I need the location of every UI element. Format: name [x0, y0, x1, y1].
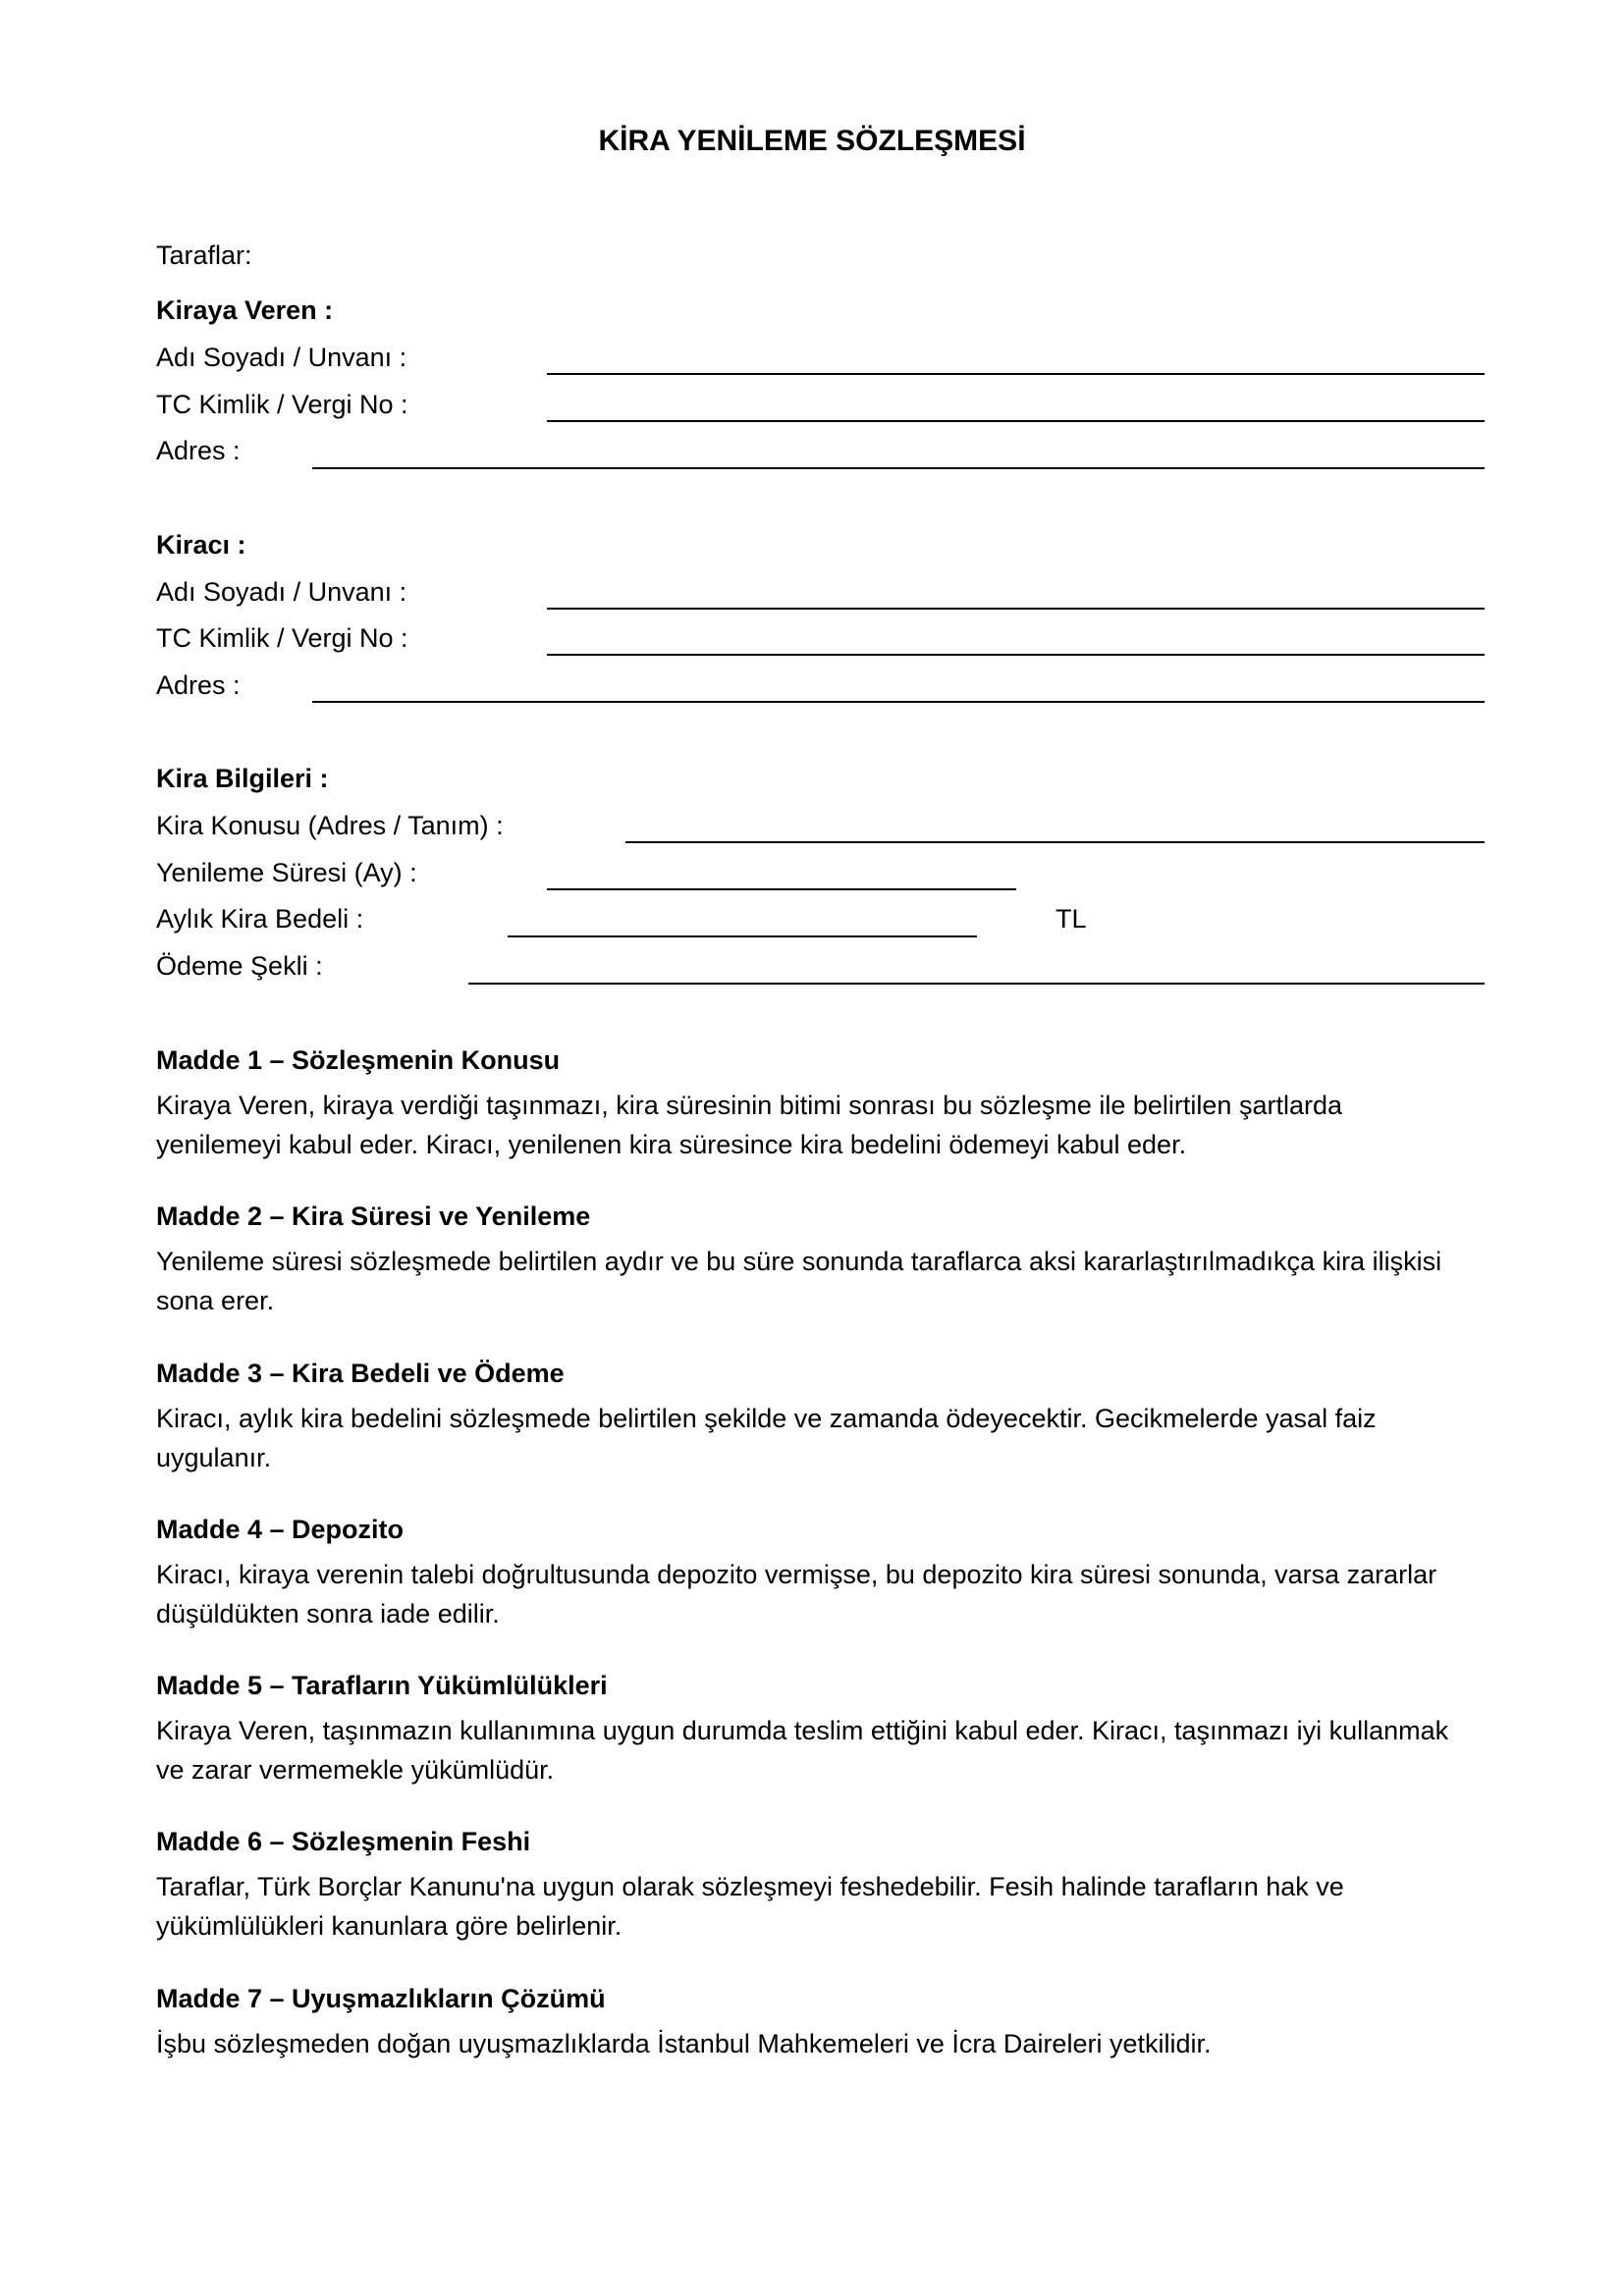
article-3-body: Kiracı, aylık kira bedelini sözleşmede belirtilen şekilde ve zamanda ödeyecektir. Gecikmelerde yasal faiz uygulanır.	[156, 1404, 1377, 1472]
article-5-body: Kiraya Veren, taşınmazın kullanımına uygun durumda teslim ettiğini kabul eder. Kiracı, taşınmazı iyi kullanmak ve zarar vermemekle yükümlüdür.	[156, 1716, 1449, 1785]
monthly-rent-field[interactable]	[508, 935, 977, 937]
landlord-address-label: Adres :	[156, 436, 241, 465]
monthly-rent-label: Aylık Kira Bedeli :	[156, 904, 364, 934]
renewal-duration-label: Yenileme Süresi (Ay) :	[156, 858, 417, 887]
tenant-name-field[interactable]	[547, 608, 1485, 610]
article-6-body: Taraflar, Türk Borçlar Kanunu'na uygun olarak sözleşmeyi feshedebilir. Fesih halinde tarafların hak ve yükümlülükleri kanunlara göre belirlenir.	[156, 1872, 1344, 1941]
tenant-heading: Kiracı :	[156, 530, 246, 560]
tenant-id-label: TC Kimlik / Vergi No :	[156, 623, 408, 653]
payment-method-field[interactable]	[468, 983, 1485, 985]
article-1-body: Kiraya Veren, kiraya verdiği taşınmazı, kira süresinin bitimi sonrası bu sözleşme ile belirtilen şartlarda yenilemeyi kabul eder. Kiracı, yenilenen kira süresince kira bedelini ödemeyi kabul eder.	[156, 1091, 1342, 1159]
article-6-heading: Madde 6 – Sözleşmenin Feshi	[156, 1827, 531, 1856]
article-2-body: Yenileme süresi sözleşmede belirtilen aydır ve bu süre sonunda taraflarca aksi kararlaştırılmadıkça kira ilişkisi sona erer.	[156, 1247, 1442, 1315]
landlord-address-field[interactable]	[312, 467, 1485, 469]
parties-label: Taraflar:	[156, 240, 252, 270]
article-1-heading: Madde 1 – Sözleşmenin Konusu	[156, 1045, 561, 1075]
tenant-name-label: Adı Soyadı / Unvanı :	[156, 577, 407, 607]
rent-subject-label: Kira Konusu (Adres / Tanım) :	[156, 811, 504, 840]
article-3-heading: Madde 3 – Kira Bedeli ve Ödeme	[156, 1359, 565, 1388]
article-2-heading: Madde 2 – Kira Süresi ve Yenileme	[156, 1201, 591, 1231]
landlord-id-label: TC Kimlik / Vergi No :	[156, 390, 408, 419]
article-7-heading: Madde 7 – Uyuşmazlıkların Çözümü	[156, 1984, 606, 2013]
rent-subject-field[interactable]	[625, 841, 1485, 843]
tenant-address-field[interactable]	[312, 701, 1485, 703]
landlord-heading: Kiraya Veren :	[156, 295, 334, 325]
article-4-body: Kiracı, kiraya verenin talebi doğrultusunda depozito vermişse, bu depozito kira süresi sonunda, varsa zararlar düşüldükten sonra iade edilir.	[156, 1560, 1437, 1629]
renewal-duration-field[interactable]	[547, 888, 1016, 890]
tenant-address-label: Adres :	[156, 670, 241, 700]
currency-label: TL	[1056, 904, 1087, 934]
landlord-name-label: Adı Soyadı / Unvanı :	[156, 343, 407, 372]
article-5-heading: Madde 5 – Tarafların Yükümlülükleri	[156, 1671, 608, 1700]
rent-info-heading: Kira Bilgileri :	[156, 764, 329, 793]
document-title: KİRA YENİLEME SÖZLEŞMESİ	[598, 125, 1026, 157]
landlord-name-field[interactable]	[547, 373, 1485, 375]
payment-method-label: Ödeme Şekli :	[156, 951, 323, 981]
landlord-id-field[interactable]	[547, 420, 1485, 422]
article-4-heading: Madde 4 – Depozito	[156, 1515, 405, 1544]
article-7-body: İşbu sözleşmeden doğan uyuşmazlıklarda İstanbul Mahkemeleri ve İcra Daireleri yetkilidir.	[156, 2029, 1212, 2058]
tenant-id-field[interactable]	[547, 654, 1485, 656]
